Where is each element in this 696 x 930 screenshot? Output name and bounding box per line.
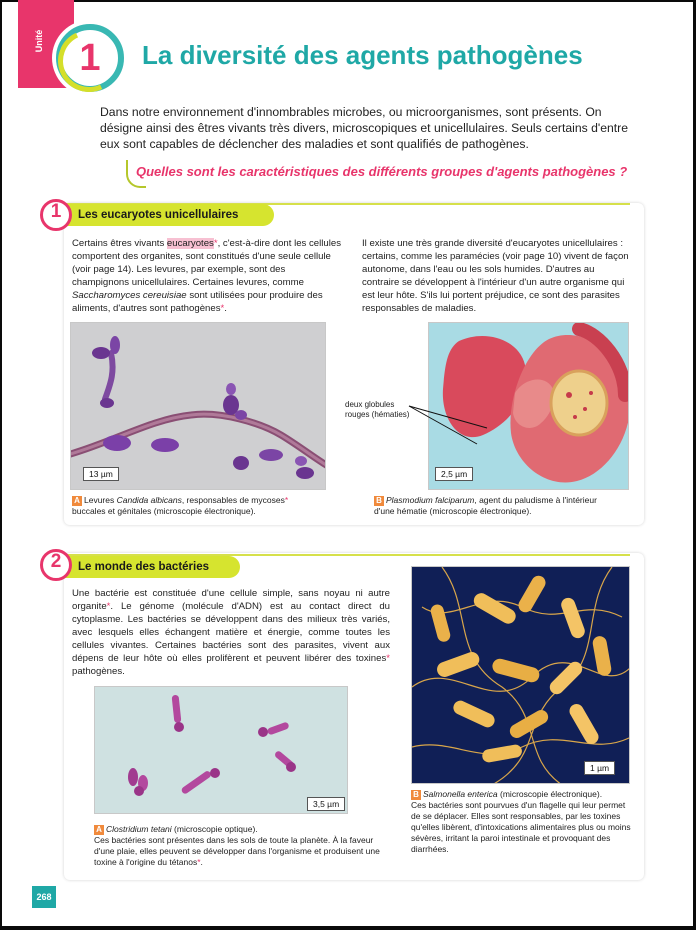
scale-bar-1a: 13 µm bbox=[83, 467, 119, 481]
species-saccharomyces: Saccharomyces cereuisiae bbox=[72, 290, 187, 301]
section-2-text: Une bactérie est constituée d'une cellule simple, sans noyau ni autre organite*. Le génome (molécule d'ADN) est au contact direct du cytoplasme. Les bactéries se développent dans des milieux très variés, avec lesquels elles échangent matière et énergie, comme toutes les cellules vivantes. Certaines bactéries sont des parasites, vivent aux dépens de leur hôte où elles prolifèrent et peuvent libérer des toxines* pathogènes. bbox=[72, 588, 390, 677]
section-1-title-bar bbox=[60, 204, 274, 226]
scale-bar-2b: 1 µm bbox=[584, 761, 615, 775]
unit-number: 1 bbox=[79, 37, 101, 79]
page-title: La diversité des agents pathogènes bbox=[142, 40, 583, 70]
annotation-globules: deux globules rouges (hématies) bbox=[345, 400, 410, 419]
candida-micrograph bbox=[71, 323, 326, 490]
section-2-title-bar bbox=[60, 556, 240, 578]
intro-text: Dans notre environnement d'innombrables microbes, ou microorganismes, sont présents. On désigne ainsi des êtres vivants très divers, microscopiques et unicellulaires. Seuls certains d'entre eux sont capables de déclencher des maladies et sont qualifiés de pathogènes. bbox=[100, 105, 628, 151]
page-number: 268 bbox=[32, 886, 56, 908]
caption-2b: B Salmonella enterica (microscopie électronique). Ces bactéries sont pourvues d'un flagelle qui leur permet de se déplacer. Elles sont responsables, par les toxines qu'elles libèrent, d'intoxications alimentaires plus ou moins sévères, irritant la paroi intestinale et provoquant des diarrhées. bbox=[411, 789, 631, 854]
frame-top bbox=[0, 0, 696, 2]
section-1-number: 1 bbox=[50, 201, 62, 222]
clostridium-micrograph bbox=[95, 687, 348, 814]
frame-bottom bbox=[0, 926, 696, 930]
image-clostridium-tetani bbox=[94, 686, 348, 814]
caption-1b: B Plasmodium falciparum, agent du paludisme à l'intérieur d'une hématie (microscopie électronique). bbox=[374, 495, 597, 516]
annotation-lines bbox=[405, 400, 495, 450]
unit-label: Unité bbox=[34, 29, 44, 53]
scale-bar-2a: 3,5 µm bbox=[307, 797, 345, 811]
caption-2a: A Clostridium tetani (microscopie optique). Ces bactéries sont présentes dans les sols de toute la planète. À la faveur d'une plaie, elles peuvent se développer dans l'organisme et produisent une toxine à l'origine du tétanos*. bbox=[94, 824, 380, 867]
term-eucaryotes: eucaryotes bbox=[166, 238, 214, 249]
guiding-question: Quelles sont les caractéristiques des différents groupes d'agents pathogènes ? bbox=[136, 164, 628, 179]
image-candida-albicans bbox=[70, 322, 326, 490]
scale-bar-1b: 2,5 µm bbox=[435, 467, 473, 481]
section-1-text-left: Certains êtres vivants eucaryotes*, c'est-à-dire dont les cellules comportent des organites, sont constitués d'une seule cellule (voir page 14). Les levures, par exemple, sont des champignons unicellulaires. Certaines levures, comme Saccharomyces cereuisiae sont utilisées pour produire des aliments, d'autres sont pathogènes*. bbox=[72, 238, 342, 314]
section-2-title: Le monde des bactéries bbox=[78, 561, 210, 573]
salmonella-micrograph bbox=[412, 567, 630, 784]
image-salmonella-enterica bbox=[411, 566, 630, 784]
section-2-number: 2 bbox=[50, 551, 62, 572]
section-1-text-right: Il existe une très grande diversité d'eucaryotes unicellulaires : certains, comme les paramécies (voir page 10) vivent de façon autonome, dans l'eau ou les sols humides. D'autres au contraire se développent à l'intérieur d'un autre organisme qui est leur hôte. S'ils lui portent préjudice, ce sont des parasites responsables de maladies. bbox=[362, 238, 629, 314]
section-1-title: Les eucaryotes unicellulaires bbox=[78, 209, 239, 221]
frame-left bbox=[0, 0, 2, 930]
caption-1a: A Levures Candida albicans, responsables de mycoses* buccales et génitales (microscopie électronique). bbox=[72, 495, 289, 516]
